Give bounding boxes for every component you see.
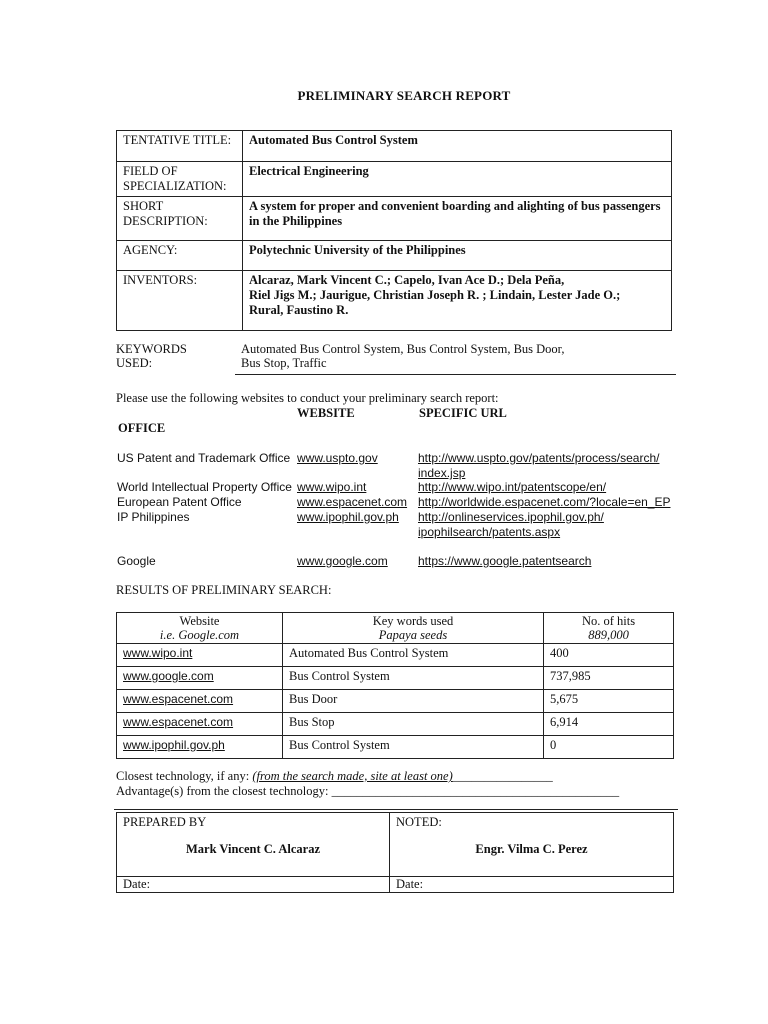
results-heading: RESULTS OF PRELIMINARY SEARCH:: [116, 583, 332, 597]
info-value-inventors: [243, 271, 672, 331]
inventors-line: Riel Jigs M.; Jaurigue, Christian Joseph R. ; Lindain, Lester Jade O.;: [249, 288, 621, 302]
signoff-table: [116, 812, 674, 893]
table-row: [117, 644, 674, 667]
result-hits: 400: [544, 644, 674, 667]
info-value-field: Electrical Engineering: [243, 162, 672, 197]
url-link[interactable]: https://www.google.patentsearch: [418, 554, 592, 568]
report-info-table: [116, 130, 672, 331]
keywords-value: Automated Bus Control System, Bus Control System, Bus Door, Bus Stop, Traffic: [241, 342, 565, 370]
results-col-keywords: Key words used Papaya seeds: [283, 613, 544, 644]
closest-technology-line: Closest technology, if any: (from the search made, site at least one)________________: [116, 769, 553, 783]
info-value-title: Automated Bus Control System: [243, 131, 672, 162]
info-label-title: TENTATIVE TITLE:: [117, 131, 243, 162]
info-value-agency: Polytechnic University of the Philippines: [243, 241, 672, 271]
results-table: [116, 612, 674, 759]
url-header: SPECIFIC URL: [419, 406, 507, 420]
advantages-line: Advantage(s) from the closest technology: ______________________________________________: [116, 784, 620, 798]
results-col-website: Website i.e. Google.com: [117, 613, 283, 644]
office-name: European Patent Office: [117, 495, 242, 509]
page-title: PRELIMINARY SEARCH REPORT: [297, 88, 511, 103]
result-site[interactable]: www.ipophil.gov.ph: [117, 736, 283, 759]
table-row: [117, 667, 674, 690]
result-keywords: Bus Door: [283, 690, 544, 713]
result-keywords: Automated Bus Control System: [283, 644, 544, 667]
url-link[interactable]: http://www.uspto.gov/patents/process/search/: [418, 451, 660, 465]
result-hits: 0: [544, 736, 674, 759]
office-name: World Intellectual Property Office: [117, 480, 292, 494]
prepared-by-cell: [117, 813, 390, 877]
noted-label: NOTED:: [396, 815, 442, 829]
noted-name: Engr. Vilma C. Perez: [475, 842, 588, 856]
url-link-continued[interactable]: ipophilsearch/patents.aspx: [418, 525, 561, 539]
office-name: US Patent and Trademark Office: [117, 451, 291, 465]
url-link-continued[interactable]: index.jsp: [418, 466, 466, 480]
result-site[interactable]: www.wipo.int: [117, 644, 283, 667]
website-link[interactable]: www.wipo.int: [297, 480, 367, 494]
keywords-underline: [235, 374, 676, 375]
result-hits: 6,914: [544, 713, 674, 736]
info-label-agency: AGENCY:: [117, 241, 243, 271]
website-link[interactable]: www.espacenet.com: [297, 495, 408, 509]
result-site[interactable]: www.espacenet.com: [117, 690, 283, 713]
inventors-line: Alcaraz, Mark Vincent C.; Capelo, Ivan Ace D.; Dela Peña,: [249, 273, 565, 287]
website-link[interactable]: www.uspto.gov: [297, 451, 378, 465]
info-label-description: SHORT DESCRIPTION:: [117, 197, 243, 241]
info-label-inventors: INVENTORS:: [117, 271, 243, 331]
result-site[interactable]: www.google.com: [117, 667, 283, 690]
info-label-field: FIELD OF SPECIALIZATION:: [117, 162, 243, 197]
website-link[interactable]: www.google.com: [297, 554, 388, 568]
prepared-by-name: Mark Vincent C. Alcaraz: [185, 842, 320, 856]
table-row: [117, 736, 674, 759]
url-link[interactable]: http://www.wipo.int/patentscope/en/: [418, 480, 607, 494]
noted-date: Date:: [390, 877, 674, 893]
section-divider: [114, 809, 678, 810]
result-hits: 737,985: [544, 667, 674, 690]
keywords-label: KEYWORDS USED:: [116, 342, 187, 370]
office-name: IP Philippines: [117, 510, 190, 524]
results-col-hits: No. of hits 889,000: [544, 613, 674, 644]
website-link[interactable]: www.ipophil.gov.ph: [297, 510, 399, 524]
result-site[interactable]: www.espacenet.com: [117, 713, 283, 736]
info-value-description: A system for proper and convenient boarding and alighting of bus passengers in the Philippines: [243, 197, 672, 241]
prepared-by-label: PREPARED BY: [123, 815, 207, 829]
prepared-date: Date:: [117, 877, 390, 893]
office-header: OFFICE: [118, 421, 166, 435]
website-header: WEBSITE: [297, 406, 355, 420]
result-keywords: Bus Control System: [283, 736, 544, 759]
table-row: [117, 713, 674, 736]
url-link[interactable]: http://worldwide.espacenet.com/?locale=en_EP: [418, 495, 671, 509]
table-row: [117, 690, 674, 713]
result-hits: 5,675: [544, 690, 674, 713]
office-name: Google: [117, 554, 156, 568]
inventors-line: Rural, Faustino R.: [249, 303, 349, 317]
result-keywords: Bus Stop: [283, 713, 544, 736]
result-keywords: Bus Control System: [283, 667, 544, 690]
url-link[interactable]: http://onlineservices.ipophil.gov.ph/: [418, 510, 604, 524]
noted-cell: [390, 813, 674, 877]
instructions-text: Please use the following websites to conduct your preliminary search report:: [116, 391, 499, 405]
